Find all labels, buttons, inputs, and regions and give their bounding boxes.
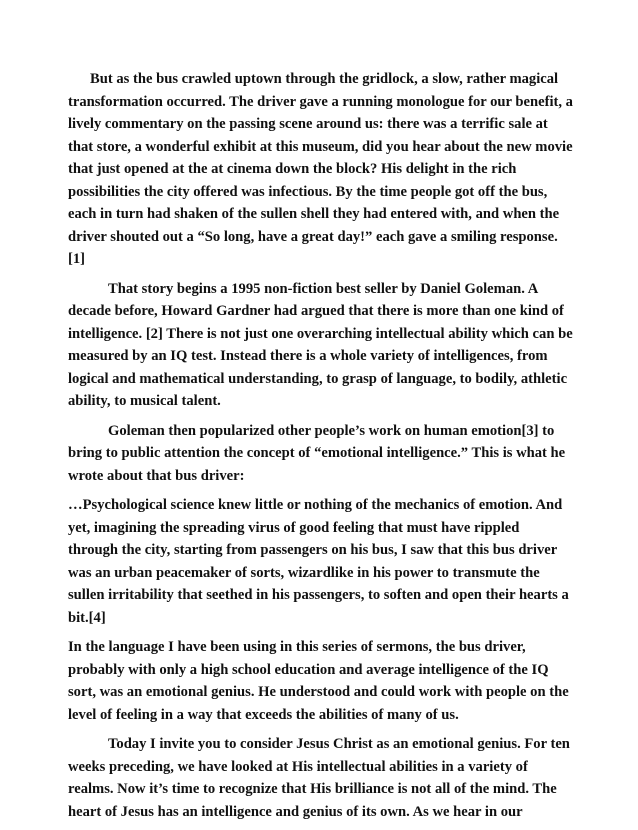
paragraph-quote: …Psychological science knew little or nothing of the mechanics of emotion. And yet, imagining the spreading virus of good feeling that must have rippled through the city, starting from passengers on his bus, I saw that this bus driver was an urban peacemaker of sorts, wizardlike in his power to transmute the sullen irritability that seethed in his passengers, to soften and open their hearts a bit.[4]	[68, 497, 569, 626]
document-body	[68, 68, 573, 830]
paragraph-emotional-intelligence: Goleman then popularized other people’s work on human emotion[3] to bring to public attention the concept of “emotional intelligence.” This is what he wrote about that bus driver:	[68, 422, 566, 484]
paragraph-jesus-genius: Today I invite you to consider Jesus Christ as an emotional genius. For ten weeks preceding, we have looked at His intellectual abilities in a variety of realms. Now it’s time to recognize that His brilliance is not all of the mind. The heart of Jesus has an intelligence and genius of its own. As we hear in our	[68, 736, 570, 820]
paragraph-emotional-genius: In the language I have been using in this series of sermons, the bus driver, probably with only a high school education and average intelligence of the IQ sort, was an emotional genius. He understood and could work with people on the level of feeling in a way that exceeds the abilities of many of us.	[68, 639, 569, 723]
paragraph-bus-story: But as the bus crawled uptown through the gridlock, a slow, rather magical transformation occurred. The driver gave a running monologue for our benefit, a lively commentary on the passing scene around us: there was a terrific sale at that store, a wonderful exhibit at this museum, did you hear about the new movie that just opened at the at cinema down the block? His delight in the rich possibilities the city offered was infectious. By the time people got off the bus, each in turn had shaken of the sullen shell they had entered with, and when the driver shouted out a “So long, have a great day!” each gave a smiling response.[1]	[68, 71, 573, 267]
paragraph-goleman-gardner: That story begins a 1995 non-fiction best seller by Daniel Goleman. A decade before, Howard Gardner had argued that there is more than one kind of intelligence. [2] There is not just one overarching intellectual ability which can be measured by an IQ test. Instead there is a whole variety of intelligences, from logical and mathematical understanding, to grasp of language, to bodily, athletic ability, to musical talent.	[68, 280, 573, 409]
